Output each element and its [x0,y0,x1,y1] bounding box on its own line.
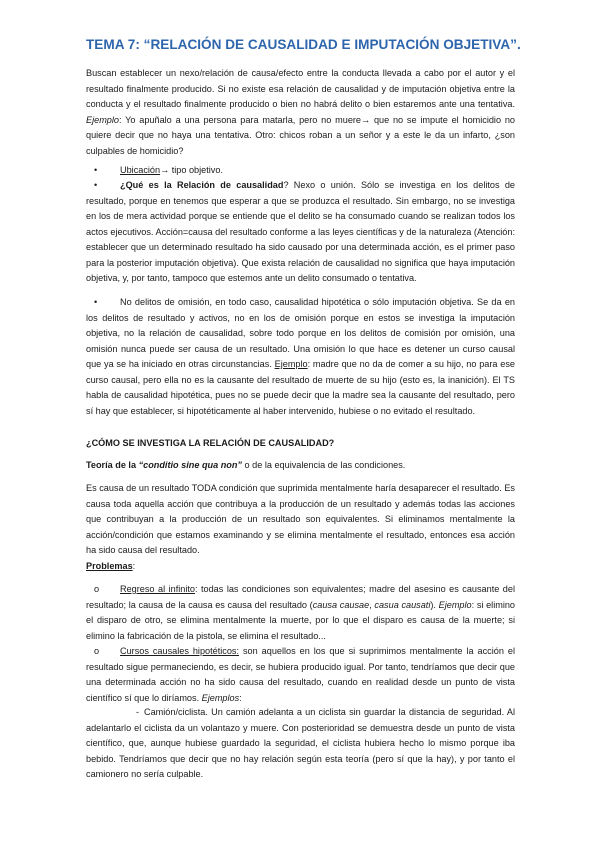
problema-regreso-infinito: o Regreso al infinito: todas las condiciones son equivalentes; madre del asesino es causante del resultado; la causa de la causa es causa del resultado (causa causae, casua causati). Ejemplo: si elimino el disparo de otro, se elimina mentalmente la muerte, por lo que el disparo es causa de la muerte; si elimino la fabricación de la pistola, se elimina el resultado... [86,584,516,641]
example-label: Ejemplos [201,692,240,703]
example-label: Ejemplo [86,114,119,125]
teoria-heading [86,458,515,474]
relacion-question: ¿Qué es la Relación de causalidad [120,180,284,190]
bullet-marker: • [94,165,98,175]
problema-cursos-hipoteticos: o Cursos causales hipotéticos: son aquellos en los que si suprimimos mentalmente la acción el resultado sigue permaneciendo, es decir, se hubiera producido igual. Por tanto, tendríamos que decir que una determinada acción no ha sido causa del resultado, cuando en realidad desde un punto de vista científico sí que lo diríamos. Ejemplos: [86,646,515,703]
bullet-relacion-causalidad [86,178,515,287]
bullet-ubicacion [86,163,515,179]
teoria-latin: “conditio sine qua non” [138,460,242,470]
example-label: Ejemplo [274,359,308,370]
causa-paragraph: Es causa de un resultado TODA condición que suprimida mentalmente haría desaparecer el resultado. Es causa toda aquella acción que contribuya a la producción de un resultado y además todas las acciones que contribuyan a la producción de un resultado son equivalentes. Si eliminamos mentalmente la acción/condición que estamos examinando y se elimina mentalmente el resultado, entonces esa acción ha sido causa del resultado. [86,483,515,556]
cursos-text: son aquellos en los que si suprimimos mentalmente la acción el resultado sigue permaneciendo, es decir, se hubiera producido igual. Por tanto, tendríamos que decir que una determinada acción no ha sido causa del resultado, cuando en realidad desde un punto de vista científico sí que lo diríamos. [86,646,515,703]
regreso-text: : todas las condiciones son equivalentes; madre del asesino es causante del resultado; la causa de la causa es causa del resultado ( [86,584,515,610]
intro-text: Buscan establecer un nexo/relación de causa/efecto entre la conducta llevada a cabo por el autor y el resultado finalmente producido. Si no existe esa relación de causalidad y de imputación objetiva entre la conducta y el resultado finalmente producido o bien no habrá delito o bien estaremos ante una tentativa. [86,68,515,110]
latin-term: casua causati [374,599,431,610]
problemas-heading: Problemas: [86,561,136,571]
teoria-text: o de la equivalencia de las condiciones. [242,460,406,470]
relacion-text: ? Nexo o unión. Sólo se investiga en los delitos de resultado, porque en tenemos que esperar a que se produzca el resultado. Sin embargo, no se investiga en los de mera actividad porque se entiende que el delito se ha consumado cuando se realizan todos los actos ejecutivos. Acción=causa del resultado conforme a las leyes científicas y de la naturaleza (Atención: establecer que un determinado resultado ha sido causado por una determinada acción, es el primer paso para la posterior imputación objetiva). Que exista relación de causalidad no significa que haya imputación objetiva, y, por tanto, tampoco que estemos ante un delito consumado o tentativa. [86,180,515,284]
section-heading: ¿CÓMO SE INVESTIGA LA RELACIÓN DE CAUSALIDAD? [86,438,335,448]
dash-bullet: - [136,707,140,717]
ubicacion-label: Ubicación [120,165,161,175]
omision-example-text: : madre que no da de comer a su hijo, no para ese curso causal, pero ella no es la causante del resultado de muerte de su hijo (esto es, la inanición). El TS habla de causalidad hipotética, pues no se puede decir que la madre sea la causante del resultado, pero sí hay que establecer, si hipotéticamente al haber intervenido, hubiese o no evitado el resultado. [86,359,515,416]
teoria-label: Teoría de la [86,460,139,470]
problemas-label: Problemas [86,561,133,571]
cursos-label: Cursos causales hipotéticos: [120,646,240,656]
bullet-omision [86,295,515,419]
omision-text: No delitos de omisión, en todo caso, causalidad hipotética o sólo imputación objetiva. Se da en los delitos de resultado y activos, no en los de omisión porque en estos se investiga la imputación objetiva, no la relación de causalidad, sobre todo porque en los delitos de comisión por omisión, una omisión nunca puede ser causa de un resultado. Una omisión lo que hace es detener un curso causal que ya se ha iniciado en otras circunstancias. [86,297,515,370]
intro-example-text: : Yo apuñalo a una persona para matarla, pero no muere→ que no se impute el homicidio no quiere decir que no haya una tentativa. Otro: chicos roban a un señor y a este le da un infarto, ¿son culpables de homicidio? [86,114,515,156]
ubicacion-text: → tipo objetivo. [160,165,223,175]
example-label: Ejemplo [438,599,472,610]
camion-text: Camión/ciclista. Un camión adelanta a un ciclista sin guardar la distancia de seguridad. Al adelantarlo el ciclista da un volantazo y muere. Con posterioridad se demuestra desde un punto de vista científico, que, aunque hubiese guardado la seguridad, el ciclista hubiera hecho lo mismo porque iba bebido. Tendríamos que decir que no hay relación según esta teoría (pero sí que la hay), y por tanto el camionero no sería culpable. [86,707,515,780]
circle-bullet: o [94,646,100,656]
ejemplo-camion-ciclista [86,705,515,783]
page-title: TEMA 7: “RELACIÓN DE CAUSALIDAD E IMPUTACIÓN OBJETIVA”. [86,37,521,52]
bullet-marker: • [94,180,98,190]
regreso-label: Regreso al infinito [120,584,195,594]
circle-bullet: o [94,584,100,594]
bullet-marker: • [94,297,98,307]
regreso-example-text: : si elimino el disparo de otro, se elimina mentalmente la muerte, por lo que el disparo es causa de la muerte; si elimino la fabricación de la pistola, se elimina el resultado... [86,599,516,641]
latin-term: causa causae [312,599,370,610]
intro-paragraph [86,66,515,159]
